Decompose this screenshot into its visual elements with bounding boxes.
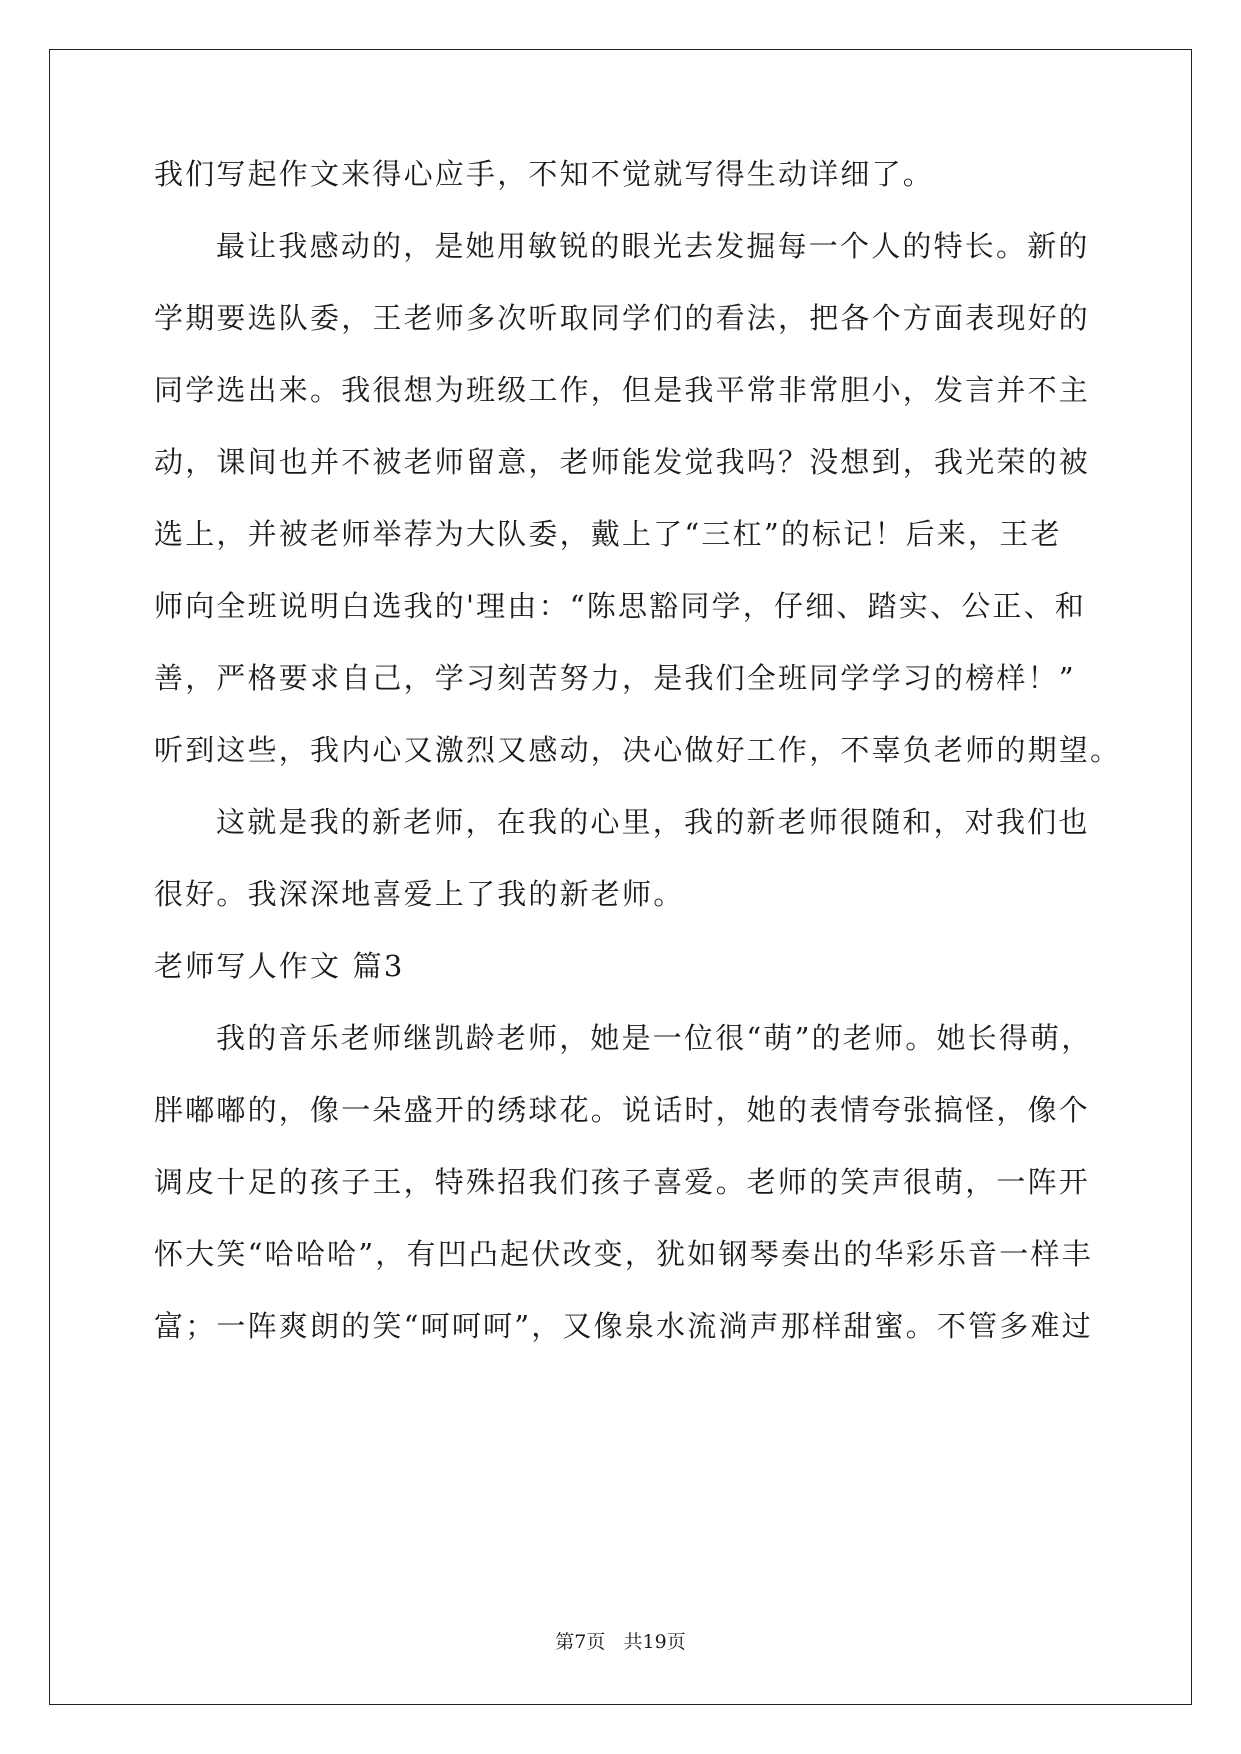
text-line: 听到这些，我内心又激烈又感动，决心做好工作，不辜负老师的期望。 <box>154 733 1122 767</box>
text-line: 学期要选队委，王老师多次听取同学们的看法，把各个方面表现好的 <box>154 301 1091 335</box>
text-line: 选上，并被老师举荐为大队委，戴上了“三杠”的标记！后来，王老 <box>154 517 1062 551</box>
paragraph-start: 最让我感动的，是她用敏锐的眼光去发掘每一个人的特长。新的 <box>216 229 1090 263</box>
text-line: 富；一阵爽朗的笑“呵呵呵”，又像泉水流淌声那样甜蜜。不管多难过 <box>154 1309 1093 1343</box>
text-line: 同学选出来。我很想为班级工作，但是我平常非常胆小，发言并不主 <box>154 373 1091 407</box>
text-line: 调皮十足的孩子王，特殊招我们孩子喜爱。老师的笑声很萌，一阵开 <box>154 1165 1091 1199</box>
page-number: 第7页 <box>555 1631 606 1653</box>
text-line: 善，严格要求自己，学习刻苦努力，是我们全班同学学习的榜样！” <box>154 661 1076 695</box>
text-line: 怀大笑“哈哈哈”，有凹凸起伏改变，犹如钢琴奏出的华彩乐音一样丰 <box>154 1237 1093 1271</box>
section-heading: 老师写人作文 篇3 <box>154 949 405 983</box>
text-line: 动，课间也并不被老师留意，老师能发觉我吗？没想到，我光荣的被 <box>154 445 1091 479</box>
text-line: 我们写起作文来得心应手，不知不觉就写得生动详细了。 <box>154 157 935 191</box>
page-total: 共19页 <box>623 1631 686 1653</box>
text-line: 很好。我深深地喜爱上了我的新老师。 <box>154 877 685 911</box>
page-footer <box>0 1630 1241 1654</box>
text-line: 胖嘟嘟的，像一朵盛开的绣球花。说话时，她的表情夸张搞怪，像个 <box>154 1093 1091 1127</box>
paragraph-start: 我的音乐老师继凯龄老师，她是一位很“萌”的老师。她长得萌， <box>216 1021 1093 1055</box>
text-line: 师向全班说明白选我的'理由：“陈思豁同学，仔细、踏实、公正、和 <box>154 589 1086 623</box>
paragraph-start: 这就是我的新老师，在我的心里，我的新老师很随和，对我们也 <box>216 805 1090 839</box>
